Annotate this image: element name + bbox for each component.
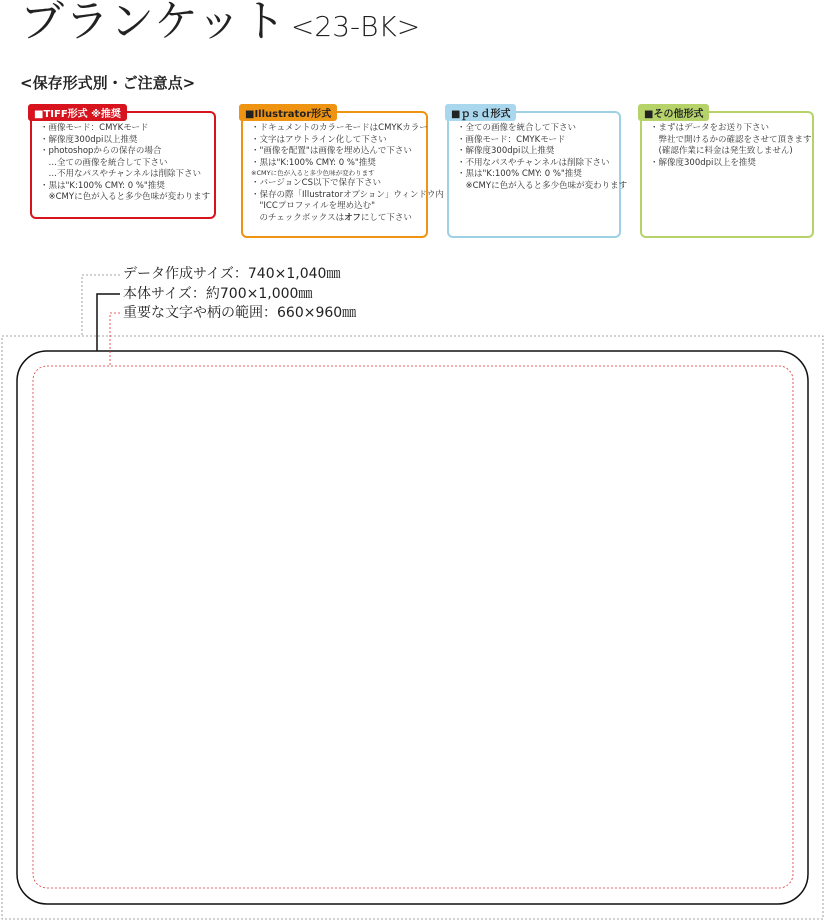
note-line: ※CMYに色が入ると多少色味が変わります: [457, 180, 628, 191]
title-product-name: ブランケット: [20, 0, 287, 47]
note-line: ・画像モード：CMYKモード: [40, 123, 149, 133]
note-line: ・ドキュメントのカラーモードはCMYKカラー: [251, 123, 428, 133]
note-line: ・"画像を配置"は画像を埋め込んで下さい: [251, 146, 412, 156]
note-line: ・解像度300dpi以上推奨: [40, 134, 138, 145]
safe-area-leader: [110, 313, 120, 366]
note-line: ・不用なパスやチャンネルは削除下さい: [457, 157, 610, 168]
data-area-leader: [82, 275, 120, 336]
other-format-heading: ■その他形式: [638, 104, 709, 121]
note-line: ・まずはデータをお送り下さい: [650, 123, 770, 133]
note-small: ※CMYに色が入ると多少色味が変わります: [251, 169, 375, 177]
off-emphasis: オフ: [344, 212, 361, 223]
note-line: "ICCプロファイルを埋め込む": [251, 201, 376, 211]
note-line: ・文字はアウトライン化して下さい: [251, 134, 387, 145]
note-line: …不用なパスやチャンネルは削除下さい: [40, 169, 201, 179]
data-area-outline: [2, 336, 823, 919]
body-size-label: 本体サイズ：約700×1,000㎜: [123, 286, 313, 302]
note-line: ※CMYに色が入ると多少色味が変わります: [40, 192, 211, 202]
note-line: (確認作業に料金は発生致しません): [650, 146, 793, 156]
note-line: ・黒は"K:100% CMY: 0 %"推奨: [457, 169, 582, 179]
note-line: ・解像度300dpi以上推奨: [457, 146, 555, 156]
psd-format-heading: ■ｐｓｄ形式: [445, 104, 516, 121]
note-line: ・解像度300dpi以上を推奨: [650, 157, 756, 168]
data-size-label: データ作成サイズ：740×1,040㎜: [123, 266, 341, 282]
note-line: 弊社で開けるかの確認をさせて頂きます: [650, 134, 812, 145]
note-line-tail: にして下さい: [360, 212, 412, 223]
title-product-code: <23-BK>: [290, 10, 421, 43]
note-line: ・黒は"K:100% CMY: 0 %"推奨: [40, 180, 165, 191]
section-subtitle: <保存形式別・ご注意点>: [20, 74, 196, 92]
note-line: ・全ての画像を統合して下さい: [457, 123, 577, 133]
note-line: ・画像モード：CMYKモード: [457, 134, 566, 145]
safe-area-label: 重要な文字や柄の範囲：660×960㎜: [123, 305, 357, 321]
note-line: …全ての画像を統合して下さい: [40, 157, 168, 168]
illustrator-format-heading: ■Illustrator形式: [239, 104, 337, 121]
safe-area-outline: [33, 366, 793, 888]
note-line-text: のチェックボックスは: [251, 212, 345, 223]
body-outline: [17, 351, 808, 904]
note-line: ・黒は"K:100% CMY: 0 %"推奨: [251, 157, 376, 168]
body-leader: [97, 294, 120, 351]
note-line: ・バージョンCS以下で保存下さい: [251, 178, 381, 188]
note-line: ・photoshopからの保存の場合: [40, 146, 162, 156]
note-line: ・保存の際「Illustratorオプション」ウィンドウ内: [251, 189, 444, 200]
tiff-format-heading: ■TIFF形式 ※推奨: [28, 104, 127, 121]
